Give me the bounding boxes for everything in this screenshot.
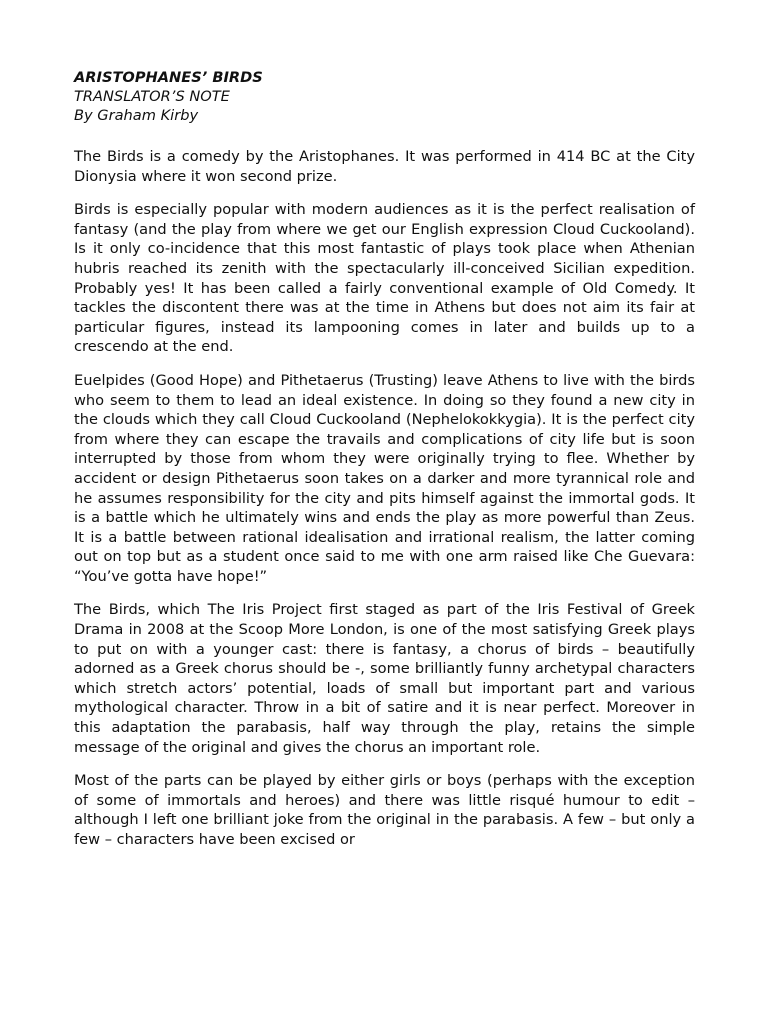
paragraph-3: Euelpides (Good Hope) and Pithetaerus (Trusting) leave Athens to live with the birds who seem to them to lead an ideal existence. In doing so they found a new city in the clouds which they call Cloud Cuckooland (Nephelokokkygia). It is the perfect city from where they can escape the travails and complications of city life but is soon interrupted by those from whom they were originally trying to flee. Whether by accident or design Pithetaerus soon takes on a darker and more tyrannical role and he assumes responsibility for the city and pits himself against the immortal gods. It is a battle which he ultimately wins and ends the play as more powerful than Zeus. It is a battle between rational idealisation and irrational realism, the latter coming out on top but as a student once said to me with one arm raised like Che Guevara: “You’ve gotta have hope!” [74, 371, 695, 585]
paragraph-4: The Birds, which The Iris Project first staged as part of the Iris Festival of Greek Drama in 2008 at the Scoop More London, is one of the most satisfying Greek plays to put on with a younger cast: there is fantasy, a chorus of birds – beautifully adorned as a Greek chorus should be -, some brilliantly funny archetypal characters which stretch actors’ potential, loads of small but important part and various mythological character. Throw in a bit of satire and it is near perfect. Moreover in this adaptation the parabasis, half way through the play, retains the simple message of the original and gives the chorus an important role. [74, 601, 695, 756]
paragraph-5: Most of the parts can be played by either girls or boys (perhaps with the exception of some of immortals and heroes) and there was little risqué humour to edit – although I left one brilliant joke from the original in the parabasis. A few – but only a few – characters have been excised or [74, 772, 695, 848]
paragraph-1: The Birds is a comedy by the Aristophanes. It was performed in 414 BC at the City Dionysia where it won second prize. [74, 148, 695, 185]
byline: By Graham Kirby [74, 107, 199, 124]
document-title: ARISTOPHANES’ BIRDS [74, 69, 263, 86]
paragraph-2: Birds is especially popular with modern audiences as it is the perfect realisation of fantasy (and the play from where we get our English expression Cloud Cuckooland). Is it only co-incidence that this most fantastic of plays took place when Athenian hubris reached its zenith with the spectacularly ill-conceived Sicilian expedition. Probably yes! It has been called a fairly conventional example of Old Comedy. It tackles the discontent there was at the time in Athens but does not aim its fair at particular figures, instead its lampooning comes in later and builds up to a crescendo at the end. [74, 201, 695, 356]
translators-note-heading: TRANSLATOR’S NOTE [74, 88, 230, 105]
document-page [74, 68, 695, 850]
